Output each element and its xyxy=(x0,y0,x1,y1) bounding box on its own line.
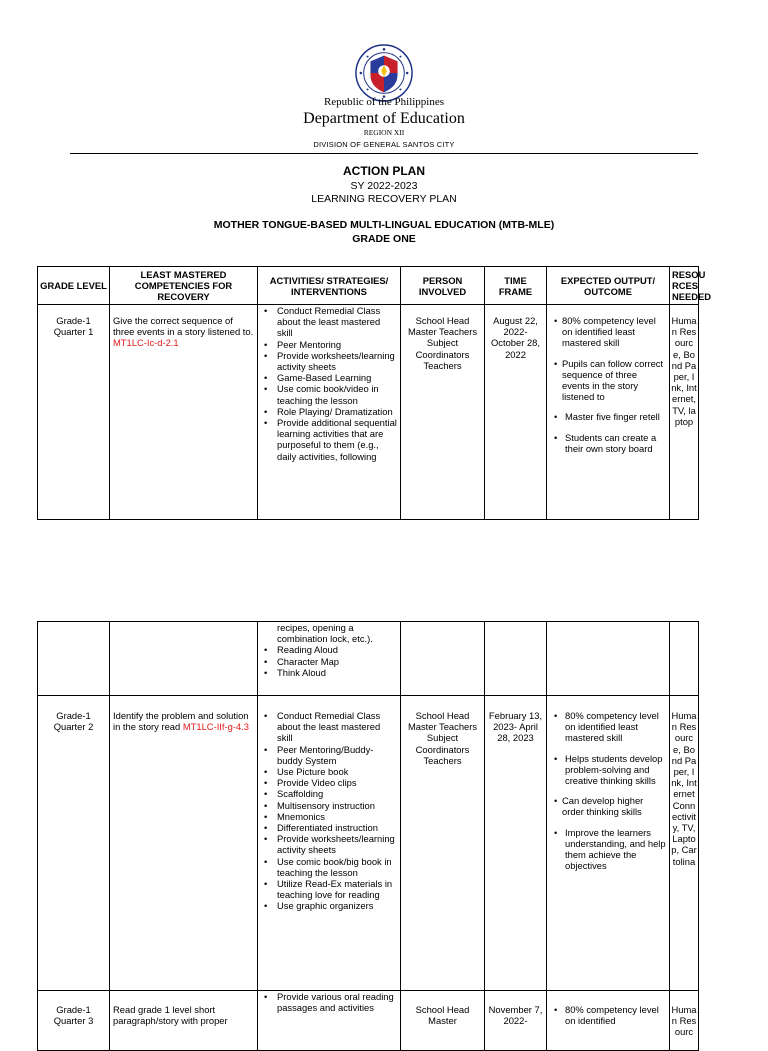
activity-item: • Conduct Remedial Class about the least mastered skill xyxy=(277,305,397,339)
competency-text: Identify the problem and solution in the story read xyxy=(113,710,249,733)
output-item: • 80% competency level on identified least mastered skill xyxy=(565,710,666,744)
activity-item: • Role Playing/ Dramatization xyxy=(277,406,397,417)
grade-cell: Grade-1 Quarter 2 xyxy=(38,696,110,991)
action-plan-table-quarter-3 xyxy=(37,990,699,1051)
activity-item: • Peer Mentoring/Buddy-buddy System xyxy=(277,744,397,766)
col-header-grade-level: GRADE LEVEL xyxy=(38,267,110,305)
col-header-competencies: LEAST MASTERED COMPETENCIES FOR RECOVERY xyxy=(110,267,258,305)
output-item: • Improve the learners understanding, and help them achieve the objectives xyxy=(565,827,666,872)
activities-cell xyxy=(258,305,401,520)
republic-line: Republic of the Philippines xyxy=(323,96,445,108)
division-line: DIVISION OF GENERAL SANTOS CITY xyxy=(313,140,455,149)
col-header-person: PERSON INVOLVED xyxy=(401,267,485,305)
output-cell xyxy=(547,305,670,520)
activity-item: • Utilize Read-Ex materials in teaching love for reading xyxy=(277,878,397,900)
activity-item: • Peer Mentoring xyxy=(277,339,397,350)
grade-heading: GRADE ONE xyxy=(352,233,416,245)
output-item: • Master five finger retell xyxy=(565,411,666,422)
time-cell: November 7, 2022- xyxy=(485,991,547,1051)
region-line: REGION XII xyxy=(363,128,405,137)
output-item: • 80% competency level on identified least mastered skill xyxy=(554,315,666,349)
competency-text: Give the correct sequence of three events in a story listened to. xyxy=(113,315,254,338)
output-cell xyxy=(547,622,670,696)
table-row-quarter-2 xyxy=(38,696,699,991)
header-divider xyxy=(70,153,698,154)
competency-cell xyxy=(110,696,258,991)
competency-cell xyxy=(110,622,258,696)
activity-item: • Reading Aloud xyxy=(277,644,397,655)
output-cell xyxy=(547,991,670,1051)
grade-cell: Grade-1 Quarter 1 xyxy=(38,305,110,520)
col-header-time: TIME FRAME xyxy=(485,267,547,305)
activity-item: • Use graphic organizers xyxy=(277,900,397,911)
competency-cell: Read grade 1 level short paragraph/story with proper xyxy=(110,991,258,1051)
resources-cell: Human Resource, Bond Paper, Ink, Internet Connectivity, TV, Laptop, Cartolina xyxy=(670,696,699,991)
activity-item: • Conduct Remedial Class about the least mastered skill xyxy=(277,710,397,744)
activities-cell xyxy=(258,622,401,696)
grade-cell: Grade-1 Quarter 3 xyxy=(38,991,110,1051)
action-plan-table-continued xyxy=(37,621,699,991)
resources-cell: Human Resource, Bond Paper, Ink, Internet, TV, laptop xyxy=(670,305,699,520)
activity-item: • Use comic book/big book in teaching the lesson xyxy=(277,856,397,878)
plan-name: LEARNING RECOVERY PLAN xyxy=(311,193,457,205)
competency-cell xyxy=(110,305,258,520)
activity-continued-text: recipes, opening a combination lock, etc.). xyxy=(277,622,373,645)
activity-item: • Use comic book/video in teaching the lesson xyxy=(277,383,397,405)
document-title: ACTION PLAN xyxy=(343,164,425,178)
activity-item: • Scaffolding xyxy=(277,788,397,799)
program-name: MOTHER TONGUE-BASED MULTI-LINGUAL EDUCATION (MTB-MLE) xyxy=(213,219,555,231)
activity-item: • Provide worksheets/learning activity sheets xyxy=(277,833,397,855)
col-header-resources: RESOU RCES NEEDED xyxy=(670,267,699,305)
activity-item: • Mnemonics xyxy=(277,811,397,822)
activity-item: • Provide Video clips xyxy=(277,777,397,788)
activity-item: • Game-Based Learning xyxy=(277,372,397,383)
output-item: • Helps students develop problem-solving and creative thinking skills xyxy=(565,753,666,787)
output-cell xyxy=(547,696,670,991)
person-cell: School Head Master xyxy=(401,991,485,1051)
table-header-row xyxy=(38,267,699,305)
table-row-quarter-3 xyxy=(38,991,699,1051)
person-cell: School Head Master Teachers Subject Coordinators Teachers xyxy=(401,696,485,991)
activity-item: • Differentiated instruction xyxy=(277,822,397,833)
table-row-quarter-1 xyxy=(38,305,699,520)
person-cell xyxy=(401,622,485,696)
output-item: • Students can create a their own story board xyxy=(565,432,666,454)
competency-code: MT1LC-IIf-g-4.3 xyxy=(182,721,250,733)
activity-item: • Character Map xyxy=(277,656,397,667)
output-item: • 80% competency level on identified xyxy=(565,1004,666,1026)
grade-cell xyxy=(38,622,110,696)
department-name: Department of Education xyxy=(303,110,465,127)
time-cell: August 22, 2022- October 28, 2022 xyxy=(485,305,547,520)
time-cell: February 13, 2023- April 28, 2023 xyxy=(485,696,547,991)
school-year: SY 2022-2023 xyxy=(350,180,418,192)
activity-item: • Think Aloud xyxy=(277,667,397,678)
activity-item: • Provide worksheets/learning activity sheets xyxy=(277,350,397,372)
resources-cell xyxy=(670,622,699,696)
table-row-quarter-1-continued xyxy=(38,622,699,696)
activity-item: • Provide various oral reading passages and activities xyxy=(277,991,397,1013)
activity-item: • Multisensory instruction xyxy=(277,800,397,811)
activities-cell xyxy=(258,696,401,991)
deped-seal-logo xyxy=(355,44,413,102)
time-cell xyxy=(485,622,547,696)
col-header-output: EXPECTED OUTPUT/ OUTCOME xyxy=(547,267,670,305)
output-item: • Can develop higher order thinking skills xyxy=(554,795,666,817)
activity-item: • Use Picture book xyxy=(277,766,397,777)
action-plan-table xyxy=(37,266,712,520)
col-header-activities: ACTIVITIES/ STRATEGIES/ INTERVENTIONS xyxy=(258,267,401,305)
activities-cell xyxy=(258,991,401,1051)
competency-code: MT1LC-Ic-d-2.1 xyxy=(113,337,179,349)
person-cell: School Head Master Teachers Subject Coordinators Teachers xyxy=(401,305,485,520)
activity-item: • Provide additional sequential learning activities that are purposeful to them (e.g., daily activities, following xyxy=(277,417,397,462)
output-item: • Pupils can follow correct sequence of three events in the story listened to xyxy=(554,358,666,403)
resources-cell: Human Resourc xyxy=(670,991,699,1051)
